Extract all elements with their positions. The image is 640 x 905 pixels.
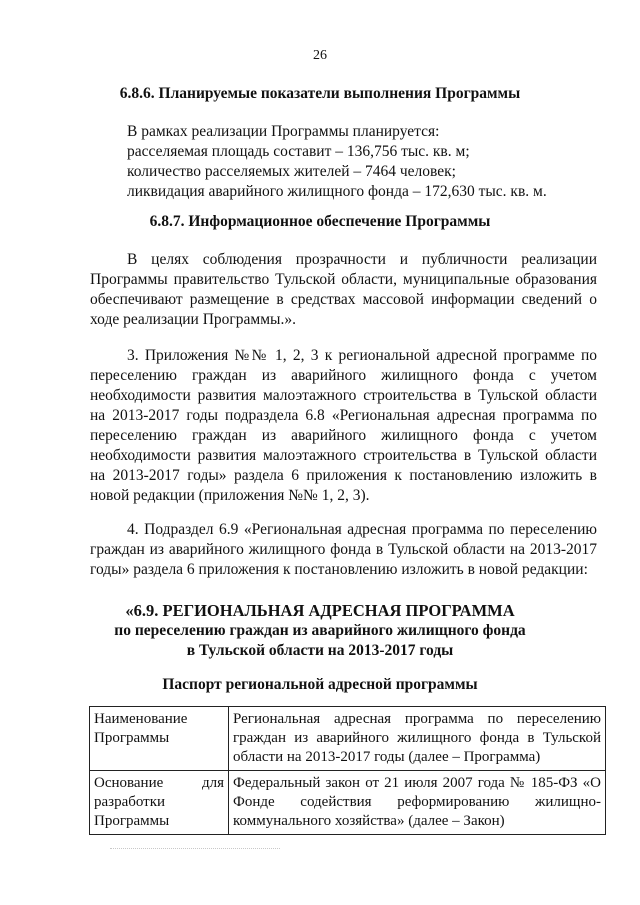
emergency-housing-line: ликвидация аварийного жилищного фонда – 172,630 тыс. кв. м. bbox=[127, 183, 547, 200]
section-687-paragraph: В целях соблюдения прозрачности и публичности реализации Программы правительство Тульской области, муниципальные образования обеспечивают размещение в средствах массовой информации сведений о ходе реализации Программы.». bbox=[90, 251, 597, 328]
resettled-residents-line: количество расселяемых жителей – 7464 человек; bbox=[127, 163, 456, 180]
basis-label bbox=[90, 771, 229, 835]
basis-value: Федеральный закон от 21 июля 2007 года № 185-ФЗ «О Фонде содействия реформированию жилищно-коммунального хозяйства» (далее – Закон) bbox=[229, 771, 606, 835]
section-69-title-line-3: в Тульской области на 2013-2017 годы bbox=[186, 642, 454, 659]
item-3-paragraph: 3. Приложения №№ 1, 2, 3 к региональной адресной программе по переселению граждан из аварийного жилищного фонда с учетом необходимости развития малоэтажного строительства в Тульской области на 2013-2017 годы подраздела 6.8 «Региональная адресная программа по переселению граждан из аварийного жилищного фонда с учетом необходимости развития малоэтажного строительства в Тульской области на 2013-2017 годы» раздела 6 приложения к постановлению изложить в новой редакции (приложения №№ 1, 2, 3). bbox=[90, 347, 597, 504]
passport-table bbox=[89, 706, 606, 835]
section-686-heading: 6.8.6. Планируемые показатели выполнения Программы bbox=[119, 85, 521, 102]
basis-label-rest: разработки Программы bbox=[94, 794, 170, 829]
program-name-label: Наименование Программы bbox=[90, 707, 229, 771]
resettled-area-line: расселяемая площадь составит – 136,756 тыс. кв. м; bbox=[127, 143, 470, 160]
scan-noise-divider bbox=[110, 848, 280, 851]
basis-label-word-1: Основание bbox=[94, 775, 164, 791]
item-4-paragraph: 4. Подраздел 6.9 «Региональная адресная программа по переселению граждан из аварийного жилищного фонда в Тульской области на 2013-2017 годы» раздела 6 приложения к постановлению изложить в новой редакции: bbox=[90, 521, 597, 578]
planned-intro-line: В рамках реализации Программы планируется: bbox=[127, 123, 440, 140]
section-687-heading: 6.8.7. Информационное обеспечение Программы bbox=[149, 213, 491, 230]
page-number: 26 bbox=[313, 48, 327, 63]
program-name-value: Региональная адресная программа по переселению граждан из аварийного жилищного фонда в Тульской области на 2013-2017 годы (далее – Программа) bbox=[229, 707, 606, 771]
basis-label-word-2: для bbox=[201, 775, 224, 791]
section-69-title-line-2: по переселению граждан из аварийного жилищного фонда bbox=[114, 622, 526, 639]
table-row bbox=[90, 707, 606, 771]
section-69-title-line-1: «6.9. РЕГИОНАЛЬНАЯ АДРЕСНАЯ ПРОГРАММА bbox=[125, 601, 515, 620]
basis-label-first-line bbox=[94, 774, 224, 793]
section-69-title bbox=[0, 601, 640, 661]
table-row bbox=[90, 771, 606, 835]
passport-heading: Паспорт региональной адресной программы bbox=[162, 676, 478, 693]
section-686-lines bbox=[127, 122, 597, 202]
